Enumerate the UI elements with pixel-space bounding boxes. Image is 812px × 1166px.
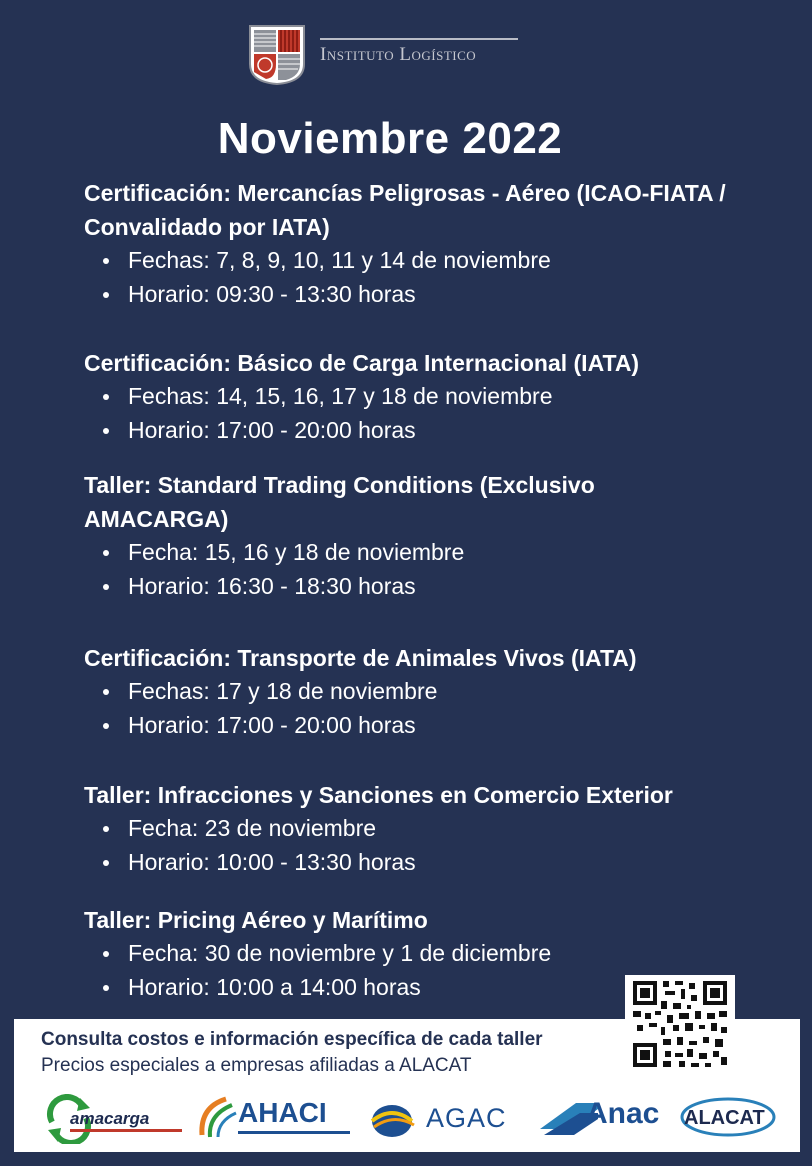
course-title: Taller: Standard Trading Conditions (Exclusivo AMACARGA)	[84, 472, 595, 532]
course-basic-cargo	[84, 346, 784, 447]
partner-logo-label: AHACI	[238, 1097, 327, 1128]
qr-code[interactable]	[625, 975, 735, 1073]
alacat-logo	[678, 1091, 778, 1147]
course-schedule: Horario: 17:00 - 20:00 horas	[84, 414, 784, 448]
partner-logo-label: amacarga	[70, 1109, 150, 1128]
institute-logo	[248, 24, 548, 86]
course-dates: Fechas: 14, 15, 16, 17 y 18 de noviembre	[84, 380, 784, 414]
agac-logo	[368, 1091, 538, 1147]
underline-bar	[238, 1131, 350, 1134]
course-standard-trading	[84, 468, 704, 603]
partner-logo-label: ALACAT	[684, 1107, 765, 1129]
course-title: Certificación: Mercancías Peligrosas - Aéreo (ICAO-FIATA / Convalidado por IATA)	[84, 180, 726, 240]
anac-logo	[540, 1091, 674, 1147]
partner-logo-label: AGAC	[426, 1103, 507, 1133]
course-schedule: Horario: 09:30 - 13:30 horas	[84, 278, 784, 312]
course-schedule: Horario: 10:00 - 13:30 horas	[84, 846, 784, 880]
qr-code-icon	[625, 975, 735, 1073]
course-title: Certificación: Básico de Carga Internacional (IATA)	[84, 350, 640, 376]
course-title: Taller: Infracciones y Sanciones en Comercio Exterior	[84, 782, 673, 808]
course-dates: Fecha: 30 de noviembre y 1 de diciembre	[84, 937, 784, 971]
page-title: Noviembre 2022	[217, 114, 563, 163]
partner-logo-label: Anac	[586, 1097, 660, 1130]
course-dates: Fecha: 15, 16 y 18 de noviembre	[84, 536, 704, 570]
org-divider	[320, 38, 518, 40]
globe-plane-icon	[368, 1097, 418, 1141]
course-dangerous-goods	[84, 176, 784, 311]
swoosh-icon	[196, 1095, 238, 1141]
course-live-animals	[84, 641, 784, 742]
course-title: Taller: Pricing Aéreo y Marítimo	[84, 907, 428, 933]
course-dates: Fechas: 17 y 18 de noviembre	[84, 675, 784, 709]
shield-logo-icon	[248, 24, 306, 86]
underline-bar	[70, 1129, 182, 1132]
course-schedule: Horario: 16:30 - 18:30 horas	[84, 570, 704, 604]
footer-note: Precios especiales a empresas afiliadas a ALACAT	[41, 1055, 472, 1076]
course-dates: Fechas: 7, 8, 9, 10, 11 y 14 de noviembre	[84, 244, 784, 278]
footer-cta: Consulta costos e información específica de cada taller	[41, 1029, 543, 1050]
course-schedule: Horario: 17:00 - 20:00 horas	[84, 709, 784, 743]
course-infractions	[84, 778, 784, 879]
institute-name: Instituto Logístico	[320, 44, 477, 65]
amacarga-logo	[42, 1091, 182, 1147]
course-dates: Fecha: 23 de noviembre	[84, 812, 784, 846]
ahaci-logo	[196, 1091, 356, 1147]
course-title: Certificación: Transporte de Animales Vivos (IATA)	[84, 645, 637, 671]
course-schedule: Horario: 10:00 a 14:00 horas	[84, 971, 784, 1005]
partner-logos	[42, 1091, 782, 1147]
